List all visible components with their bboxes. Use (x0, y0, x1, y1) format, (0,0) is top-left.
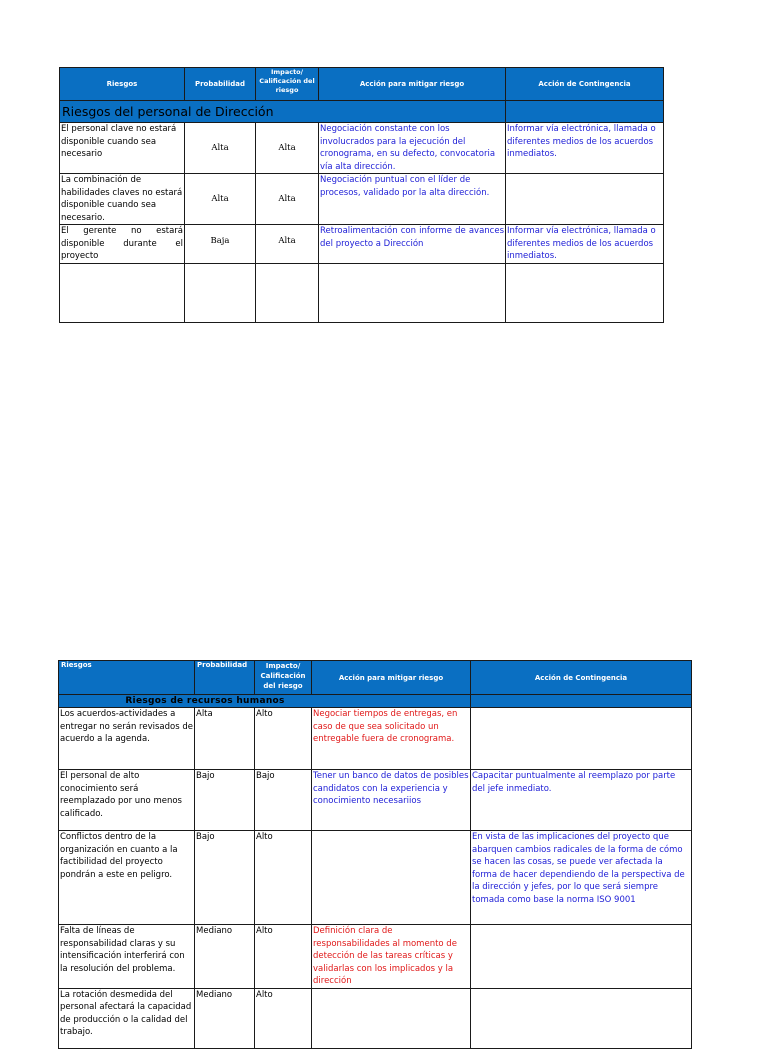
table-header-row (60, 68, 664, 101)
probabilidad-cell: Alta (185, 174, 256, 225)
table-row (59, 988, 692, 1048)
accion-cell: Negociar tiempos de entregas, en caso de que sea solicitado un entregable fuera de cronograma. (312, 708, 471, 770)
impacto-cell: Alto (255, 831, 312, 925)
header-impacto: Impacto/ Calificación del riesgo (256, 68, 319, 101)
table-row (59, 831, 692, 925)
header-riesgos: Riesgos (59, 661, 195, 695)
section-row (60, 101, 664, 123)
table-row (60, 174, 664, 225)
contingencia-cell (506, 174, 664, 225)
riesgo-cell: Conflictos dentro de la organización en cuanto a la factibilidad del proyecto pondrán a este en peligro. (59, 831, 195, 925)
section-title: Riesgos de recursos humanos (59, 695, 471, 708)
section-title: Riesgos del personal de Dirección (60, 101, 319, 123)
riesgo-cell (60, 263, 185, 322)
impacto-cell: Alta (256, 174, 319, 225)
section-row (59, 695, 692, 708)
impacto-cell: Alto (255, 708, 312, 770)
probabilidad-cell: Bajo (195, 770, 255, 831)
table-row (60, 263, 664, 322)
probabilidad-cell (185, 263, 256, 322)
table-row (60, 225, 664, 264)
header-impacto: Impacto/ Calificación del riesgo (255, 661, 312, 695)
accion-cell: Definición clara de responsabilidades al momento de detección de las tareas críticas y validarlas con los implicados y la dirección (312, 925, 471, 989)
probabilidad-cell: Bajo (195, 831, 255, 925)
riesgo-cell: El personal de alto conocimiento será reemplazado por uno menos calificado. (59, 770, 195, 831)
contingencia-cell (471, 708, 692, 770)
accion-cell: Retroalimentación con informe de avances del proyecto a Dirección (319, 225, 506, 264)
table-row (59, 925, 692, 989)
table-header-row (59, 661, 692, 695)
impacto-cell: Alta (256, 123, 319, 174)
riesgo-cell: Falta de líneas de responsabilidad claras y su intensificación interferirá con la resolución del problema. (59, 925, 195, 989)
table-row (60, 123, 664, 174)
accion-cell: Tener un banco de datos de posibles candidatos con la experiencia y conocimiento necesariios (312, 770, 471, 831)
header-contingencia: Acción de Contingencia (506, 68, 664, 101)
impacto-cell: Alto (255, 988, 312, 1048)
header-accion: Acción para mitigar riesgo (319, 68, 506, 101)
impacto-cell: Bajo (255, 770, 312, 831)
header-probabilidad: Probabilidad (195, 661, 255, 695)
accion-cell: Negociación puntual con el líder de procesos, validado por la alta dirección. (319, 174, 506, 225)
riesgo-cell: La combinación de habilidades claves no estará disponible cuando sea necesario. (60, 174, 185, 225)
impacto-cell: Alta (256, 225, 319, 264)
accion-cell (319, 263, 506, 322)
impacto-cell (256, 263, 319, 322)
risk-table-direccion (59, 67, 664, 323)
contingencia-cell (471, 925, 692, 989)
riesgo-cell: La rotación desmedida del personal afectará la capacidad de producción o la calidad del trabajo. (59, 988, 195, 1048)
probabilidad-cell: Mediano (195, 925, 255, 989)
accion-cell (312, 988, 471, 1048)
header-contingencia: Acción de Contingencia (471, 661, 692, 695)
contingencia-cell (471, 988, 692, 1048)
contingencia-cell: Informar vía electrónica, llamada o diferentes medios de los acuerdos inmediatos. (506, 123, 664, 174)
risk-table-recursos-humanos (58, 660, 692, 1049)
contingencia-cell: En vista de las implicaciones del proyecto que abarquen cambios radicales de la forma de cómo se hacen las cosas, se puede ver afectada la forma de hacer dependiendo de la perspectiva de la dirección y jefes, por lo que será siempre tomada como base la norma ISO 9001 (471, 831, 692, 925)
contingencia-cell: Capacitar puntualmente al reemplazo por parte del jefe inmediato. (471, 770, 692, 831)
probabilidad-cell: Baja (185, 225, 256, 264)
header-riesgos: Riesgos (60, 68, 185, 101)
probabilidad-cell: Alta (195, 708, 255, 770)
header-probabilidad: Probabilidad (185, 68, 256, 101)
contingencia-cell (506, 263, 664, 322)
impacto-cell: Alto (255, 925, 312, 989)
accion-cell (312, 831, 471, 925)
riesgo-cell: El gerente no estará disponible durante el proyecto (61, 226, 183, 261)
probabilidad-cell: Mediano (195, 988, 255, 1048)
riesgo-cell: Los acuerdos-actividades a entregar no serán revisados de acuerdo a la agenda. (59, 708, 195, 770)
table-row (59, 770, 692, 831)
riesgo-cell: El personal clave no estará disponible cuando sea necesario (60, 123, 185, 174)
table-row (59, 708, 692, 770)
contingencia-cell: Informar vía electrónica, llamada o diferentes medios de los acuerdos inmediatos. (506, 225, 664, 264)
probabilidad-cell: Alta (185, 123, 256, 174)
accion-cell: Negociación constante con los involucrados para la ejecución del cronograma, en su defecto, convocatoria vía alta dirección. (319, 123, 506, 174)
header-accion: Acción para mitigar riesgo (312, 661, 471, 695)
